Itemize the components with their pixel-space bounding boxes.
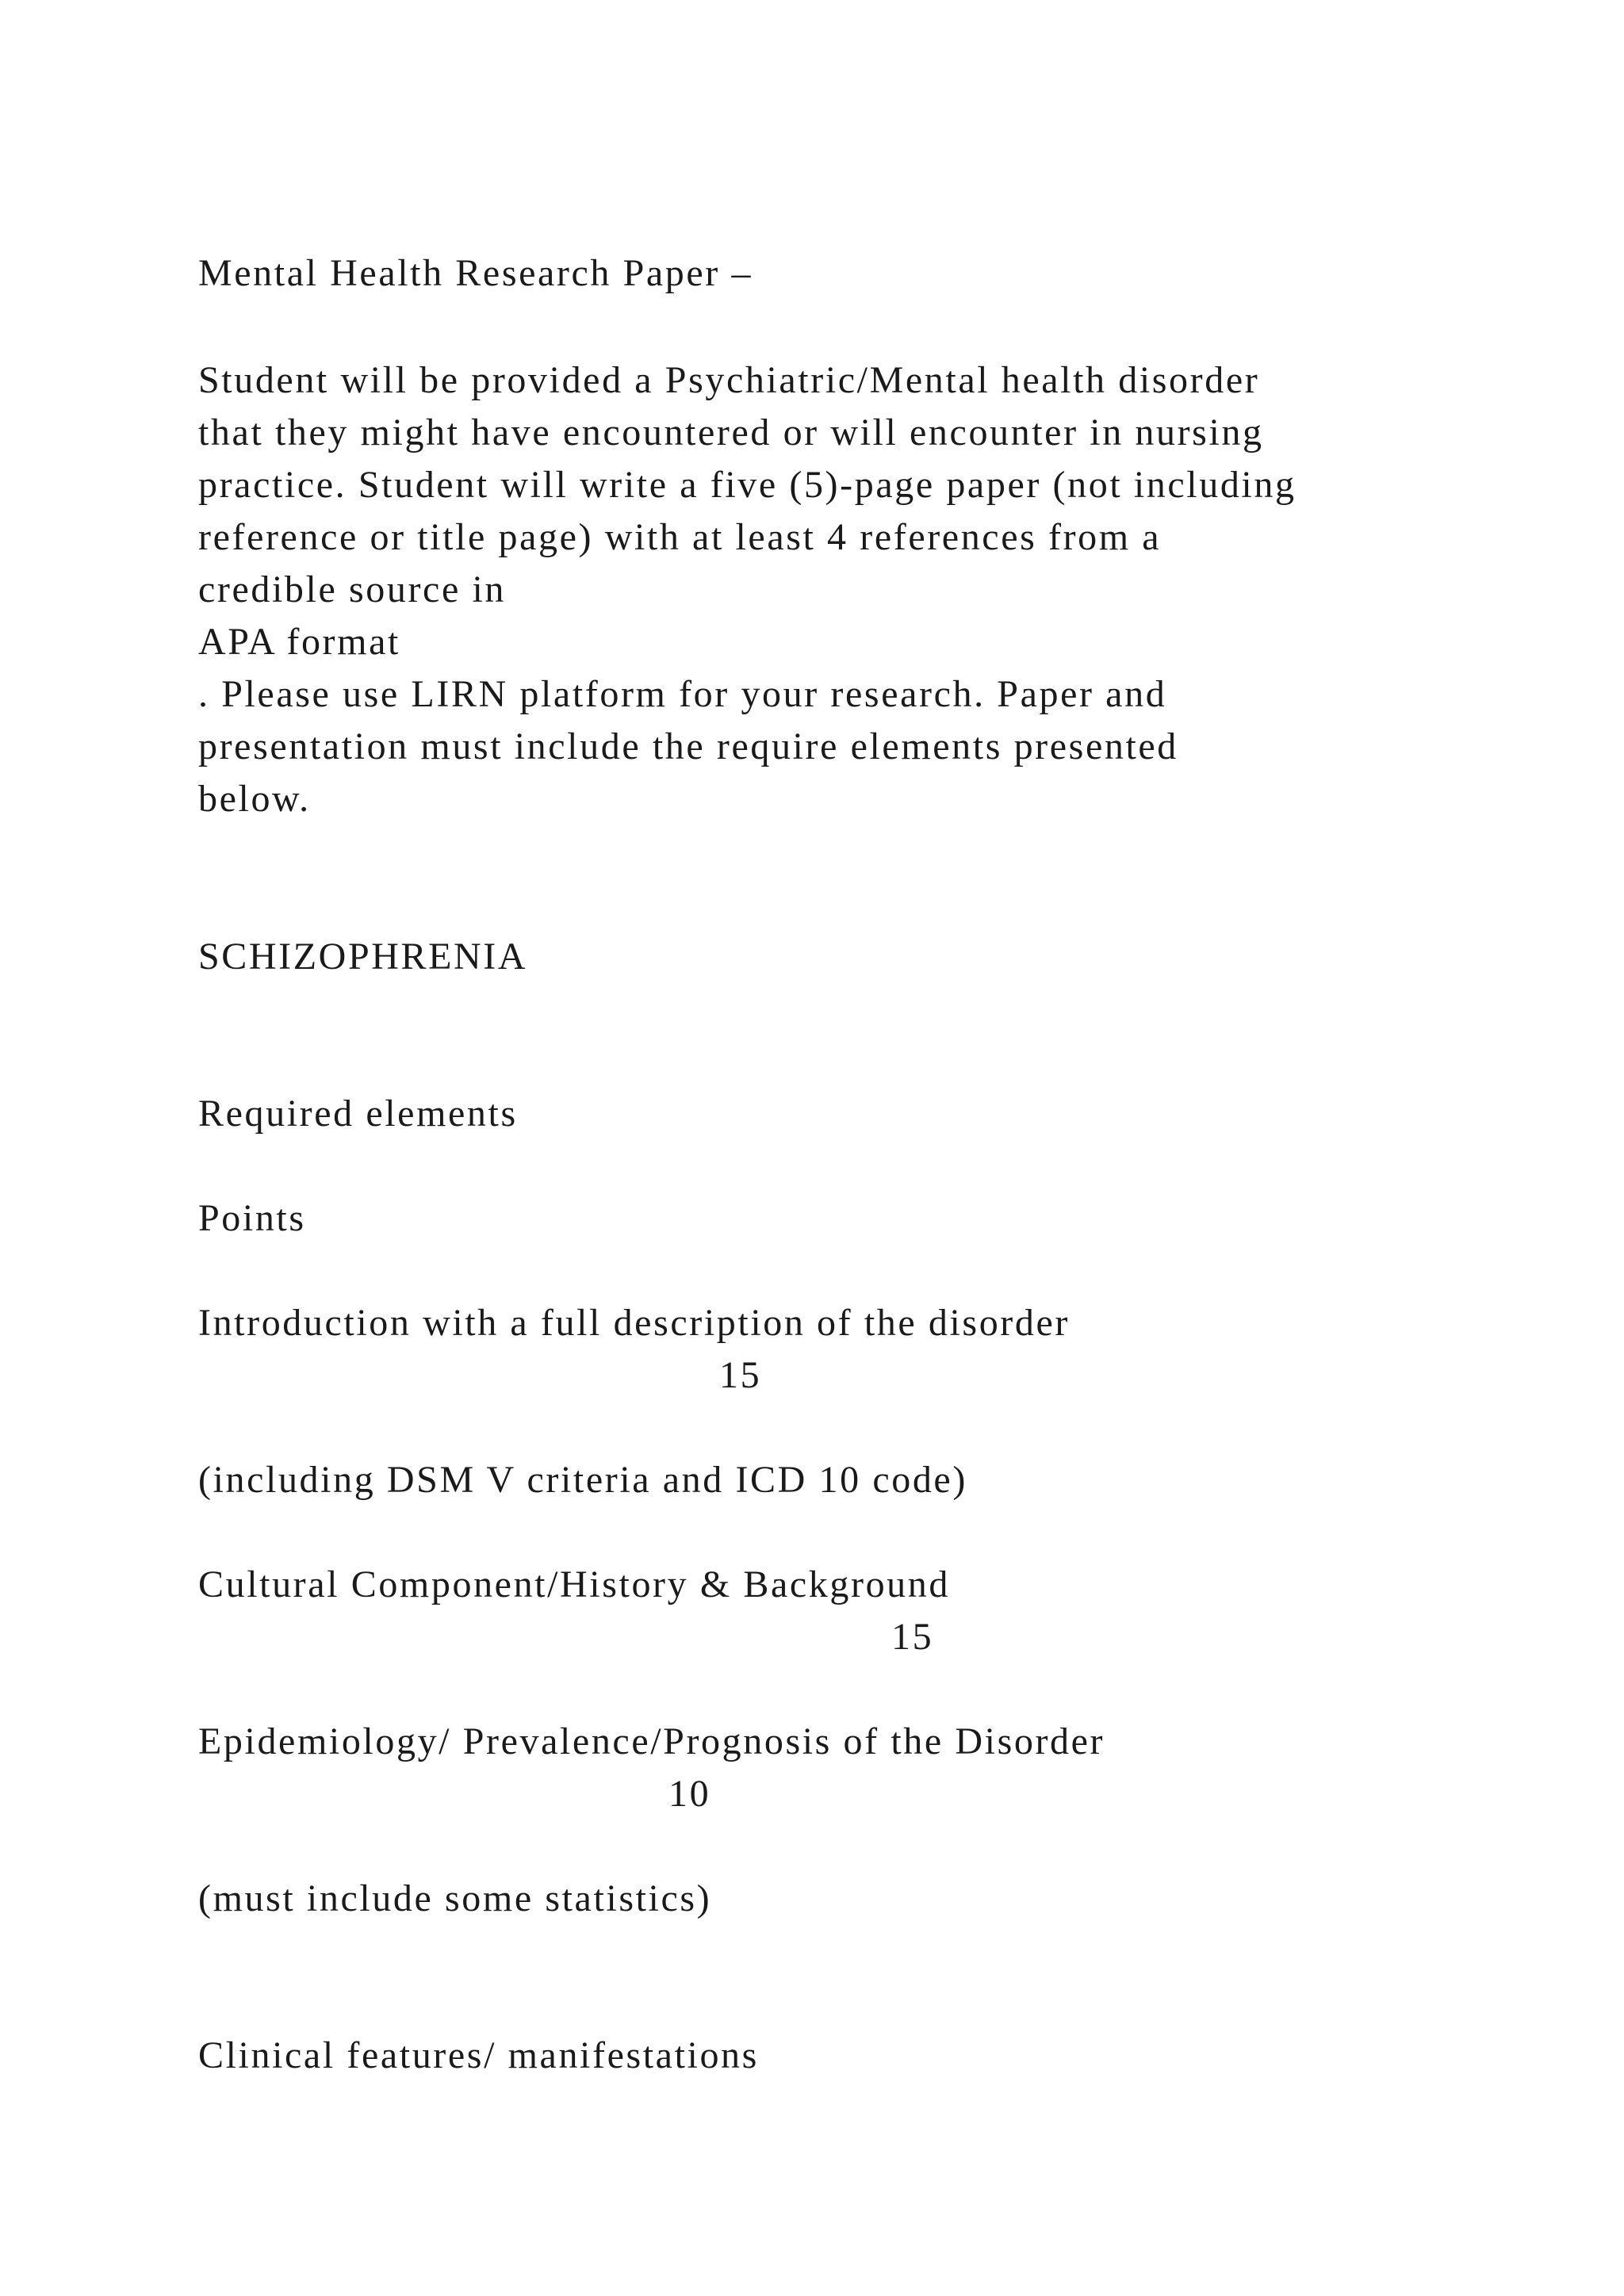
row-cultural-element: Cultural Component/History & Background — [198, 1563, 950, 1605]
intro-line-3: practice. Student will write a five (5)-page paper (not including — [198, 464, 1297, 506]
disorder-heading: SCHIZOPHRENIA — [198, 936, 528, 978]
intro-line-7: . Please use LIRN platform for your research. Paper and — [198, 673, 1167, 715]
document-title: Mental Health Research Paper – — [198, 252, 753, 294]
row-clinical-element: Clinical features/ manifestations — [198, 2034, 759, 2076]
intro-line-2: that they might have encountered or will encounter in nursing — [198, 411, 1264, 453]
intro-line-9: below. — [198, 778, 311, 820]
intro-line-6: APA format — [198, 621, 400, 663]
row-introduction-note: (including DSM V criteria and ICD 10 code) — [198, 1459, 967, 1501]
row-epidemiology-points: 10 — [668, 1773, 711, 1815]
required-elements-header: Required elements — [198, 1093, 518, 1135]
intro-line-5: credible source in — [198, 568, 506, 610]
row-cultural-points: 15 — [891, 1616, 934, 1658]
points-header: Points — [198, 1197, 306, 1239]
row-epidemiology-note: (must include some statistics) — [198, 1877, 712, 1919]
row-epidemiology-element: Epidemiology/ Prevalence/Prognosis of the Disorder — [198, 1720, 1105, 1762]
intro-line-4: reference or title page) with at least 4 references from a — [198, 516, 1162, 558]
row-introduction-points: 15 — [719, 1354, 762, 1396]
intro-line-8: presentation must include the require elements presented — [198, 725, 1178, 767]
intro-line-1: Student will be provided a Psychiatric/Mental health disorder — [198, 359, 1260, 401]
row-introduction-element: Introduction with a full description of the disorder — [198, 1302, 1070, 1344]
